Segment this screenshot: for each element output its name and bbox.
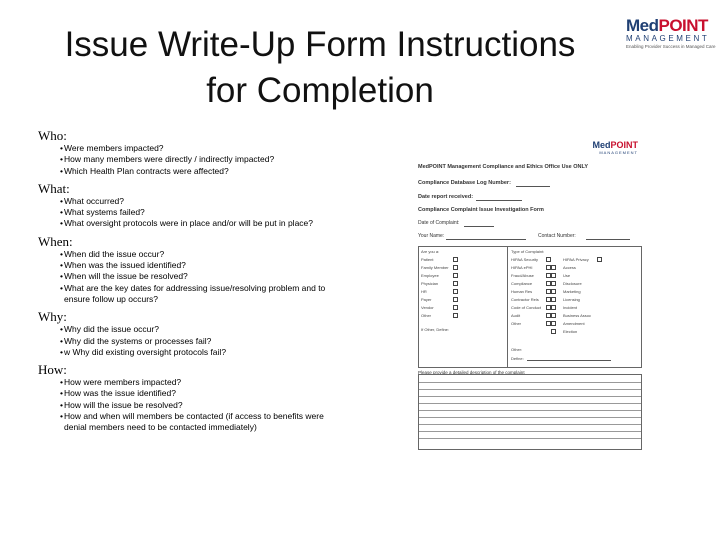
form-your-name-line xyxy=(446,239,526,240)
logo-brand-part1: Med xyxy=(626,16,659,35)
section-heading-what: What: xyxy=(38,180,70,196)
form-right-row-b: Business Assoc xyxy=(563,313,592,318)
form-log-number: Compliance Database Log Number: xyxy=(418,180,511,186)
form-right-row-b: HIPAA Privacy xyxy=(563,257,589,262)
section-heading-why: Why: xyxy=(38,309,67,325)
form-header: MedPOINT Management Compliance and Ethics Office Use ONLY xyxy=(418,164,589,170)
ruled-line xyxy=(419,403,641,404)
form-title: Compliance Complaint Issue Investigation Form xyxy=(418,207,544,213)
list-item: • Why did the issue occur? xyxy=(60,324,159,335)
ruled-line xyxy=(419,382,641,383)
form-date-of-complaint: Date of Complaint: xyxy=(418,220,460,226)
form-right-row-b: Incident xyxy=(563,305,578,310)
list-item: • What systems failed? xyxy=(60,207,145,218)
list-item: • When was the issued identified? xyxy=(60,260,186,271)
form-right-define: Define: xyxy=(511,356,524,361)
form-left-row: Physician xyxy=(421,281,439,286)
ruled-line xyxy=(419,424,641,425)
checkbox xyxy=(546,257,551,262)
form-logo-subtitle: MANAGEMENT xyxy=(599,150,638,155)
checkbox xyxy=(597,257,602,262)
checkbox xyxy=(551,329,556,334)
form-right-row-b: Use xyxy=(563,273,571,278)
form-right-row: Other xyxy=(511,321,522,326)
form-left-row: Vendor xyxy=(421,305,434,310)
section-items-how xyxy=(38,377,338,433)
list-item: • What occurred? xyxy=(60,195,124,206)
list-item: • Why did the systems or processes fail? xyxy=(60,335,212,346)
logo-brand-part2: POINT xyxy=(658,16,708,35)
form-contact-number-line xyxy=(586,239,630,240)
bullet-icon: • xyxy=(60,377,63,388)
form-right-row: Contractor Rels xyxy=(511,297,539,302)
section-heading-how: How: xyxy=(38,362,67,378)
bullet-icon: • xyxy=(60,388,63,399)
table-divider xyxy=(507,247,508,367)
bullet-icon: • xyxy=(60,195,63,206)
form-left-row: Employee xyxy=(421,273,439,278)
checkbox xyxy=(551,273,556,278)
ruled-line xyxy=(419,389,641,390)
list-item: • w Why did existing oversight protocols fail? xyxy=(60,346,227,357)
form-date-of-complaint-line xyxy=(464,226,494,227)
list-item: • How were members impacted? xyxy=(60,377,182,388)
form-contact-number: Contact Number: xyxy=(538,233,576,239)
form-right-row: HIPAA ePHI xyxy=(511,265,533,270)
form-checkbox-table xyxy=(418,246,642,368)
form-left-row: Other xyxy=(421,313,432,318)
section-items-who xyxy=(38,143,338,177)
bullet-icon: • xyxy=(60,207,63,218)
form-your-name: Your Name: xyxy=(418,233,445,239)
bullet-icon: • xyxy=(60,271,63,282)
form-right-row: HIPAA Security xyxy=(511,257,539,262)
checkbox xyxy=(453,265,458,270)
form-right-row-b: Election xyxy=(563,329,578,334)
list-item: • What are the key dates for addressing issue/resolving problem and to ensure follow up occurs? xyxy=(60,282,326,304)
form-right-row: Human Res xyxy=(511,289,533,294)
form-right-row: Fraud/Abuse xyxy=(511,273,534,278)
section-items-what xyxy=(38,196,338,230)
form-logo-part1: Med xyxy=(592,140,611,150)
list-item: • How and when will members be contacted (if access to benefits were denial members need to be contacted immediately) xyxy=(60,411,324,433)
title-line-1: Issue Write-Up Form Instructions xyxy=(64,25,576,64)
form-left-row: If Other, Define: xyxy=(421,327,450,332)
list-item: • When will the issue be resolved? xyxy=(60,271,188,282)
checkbox xyxy=(453,305,458,310)
bullet-icon: • xyxy=(60,335,63,346)
list-item: • When did the issue occur? xyxy=(60,248,165,259)
logo-brand xyxy=(626,16,706,36)
section-items-when xyxy=(38,249,338,305)
form-right-row-b: Access xyxy=(563,265,576,270)
checkbox xyxy=(551,305,556,310)
bullet-icon: • xyxy=(60,165,63,176)
form-logo-part2: POINT xyxy=(610,140,638,150)
bullet-icon: • xyxy=(60,411,63,422)
form-left-row: Payer xyxy=(421,297,432,302)
logo-subtitle: MANAGEMENT xyxy=(626,34,710,43)
checkbox xyxy=(551,297,556,302)
checkbox xyxy=(551,313,556,318)
checkbox xyxy=(453,281,458,286)
form-right-row: Code of Conduct xyxy=(511,305,542,310)
checkbox xyxy=(453,273,458,278)
bullet-icon: • xyxy=(60,346,63,357)
form-logo xyxy=(592,140,638,150)
title-line-2: for Completion xyxy=(206,71,434,110)
bullet-icon: • xyxy=(60,399,63,410)
bullet-icon: • xyxy=(60,154,63,165)
complaint-form-thumbnail xyxy=(414,134,646,452)
form-right-row-b: Licensing xyxy=(563,297,580,302)
bullet-icon: • xyxy=(60,260,63,271)
page-title xyxy=(30,22,610,114)
form-right-row-b: Marketing xyxy=(563,289,581,294)
form-log-number-line xyxy=(516,186,550,187)
ruled-line xyxy=(419,438,641,439)
checkbox xyxy=(453,289,458,294)
checkbox xyxy=(453,313,458,318)
logo-tagline: Enabling Provider Success in Managed Care xyxy=(626,44,716,49)
bullet-icon: • xyxy=(60,218,63,229)
form-left-row: Patient xyxy=(421,257,434,262)
section-heading-who: Who: xyxy=(38,128,67,143)
form-date-received: Date report received: xyxy=(418,194,474,200)
list-item: • How was the issue identified? xyxy=(60,388,176,399)
ruled-line xyxy=(419,410,641,411)
list-item: • How many members were directly / indirectly impacted? xyxy=(60,154,275,165)
form-description-label: Please provide a detailed description of the complaint xyxy=(418,370,525,375)
bullet-icon: • xyxy=(60,143,63,153)
checkbox xyxy=(551,265,556,270)
form-left-row: HR xyxy=(421,289,427,294)
form-right-row-b: Disclosure xyxy=(563,281,582,286)
form-left-row: Family Member xyxy=(421,265,449,270)
list-item: • Were members impacted? xyxy=(60,143,164,153)
form-right-other: Other: xyxy=(511,347,523,352)
instructions-list xyxy=(38,127,338,438)
list-item: • Which Health Plan contracts were affected? xyxy=(60,165,229,176)
list-item: • How will the issue be resolved? xyxy=(60,399,183,410)
bullet-icon: • xyxy=(60,282,63,293)
checkbox xyxy=(453,257,458,262)
form-right-header: Type of Complaint: xyxy=(511,249,545,254)
section-heading-when: When: xyxy=(38,233,73,249)
bullet-icon: • xyxy=(60,324,63,335)
list-item: • What oversight protocols were in place and/or will be put in place? xyxy=(60,218,313,229)
checkbox xyxy=(453,297,458,302)
checkbox xyxy=(551,321,556,326)
form-left-header: Are you a: xyxy=(421,249,440,254)
ruled-line xyxy=(419,396,641,397)
form-date-received-line xyxy=(476,200,522,201)
form-right-row: Compliance xyxy=(511,281,533,286)
form-right-define-line xyxy=(527,360,611,361)
form-description-lines xyxy=(418,374,642,450)
form-right-row-b: Amendment xyxy=(563,321,585,326)
bullet-icon: • xyxy=(60,248,63,259)
checkbox xyxy=(551,289,556,294)
medpoint-logo xyxy=(626,16,716,49)
ruled-line xyxy=(419,431,641,432)
ruled-line xyxy=(419,417,641,418)
form-right-row: Audit xyxy=(511,313,521,318)
checkbox xyxy=(551,281,556,286)
section-items-why xyxy=(38,324,338,358)
